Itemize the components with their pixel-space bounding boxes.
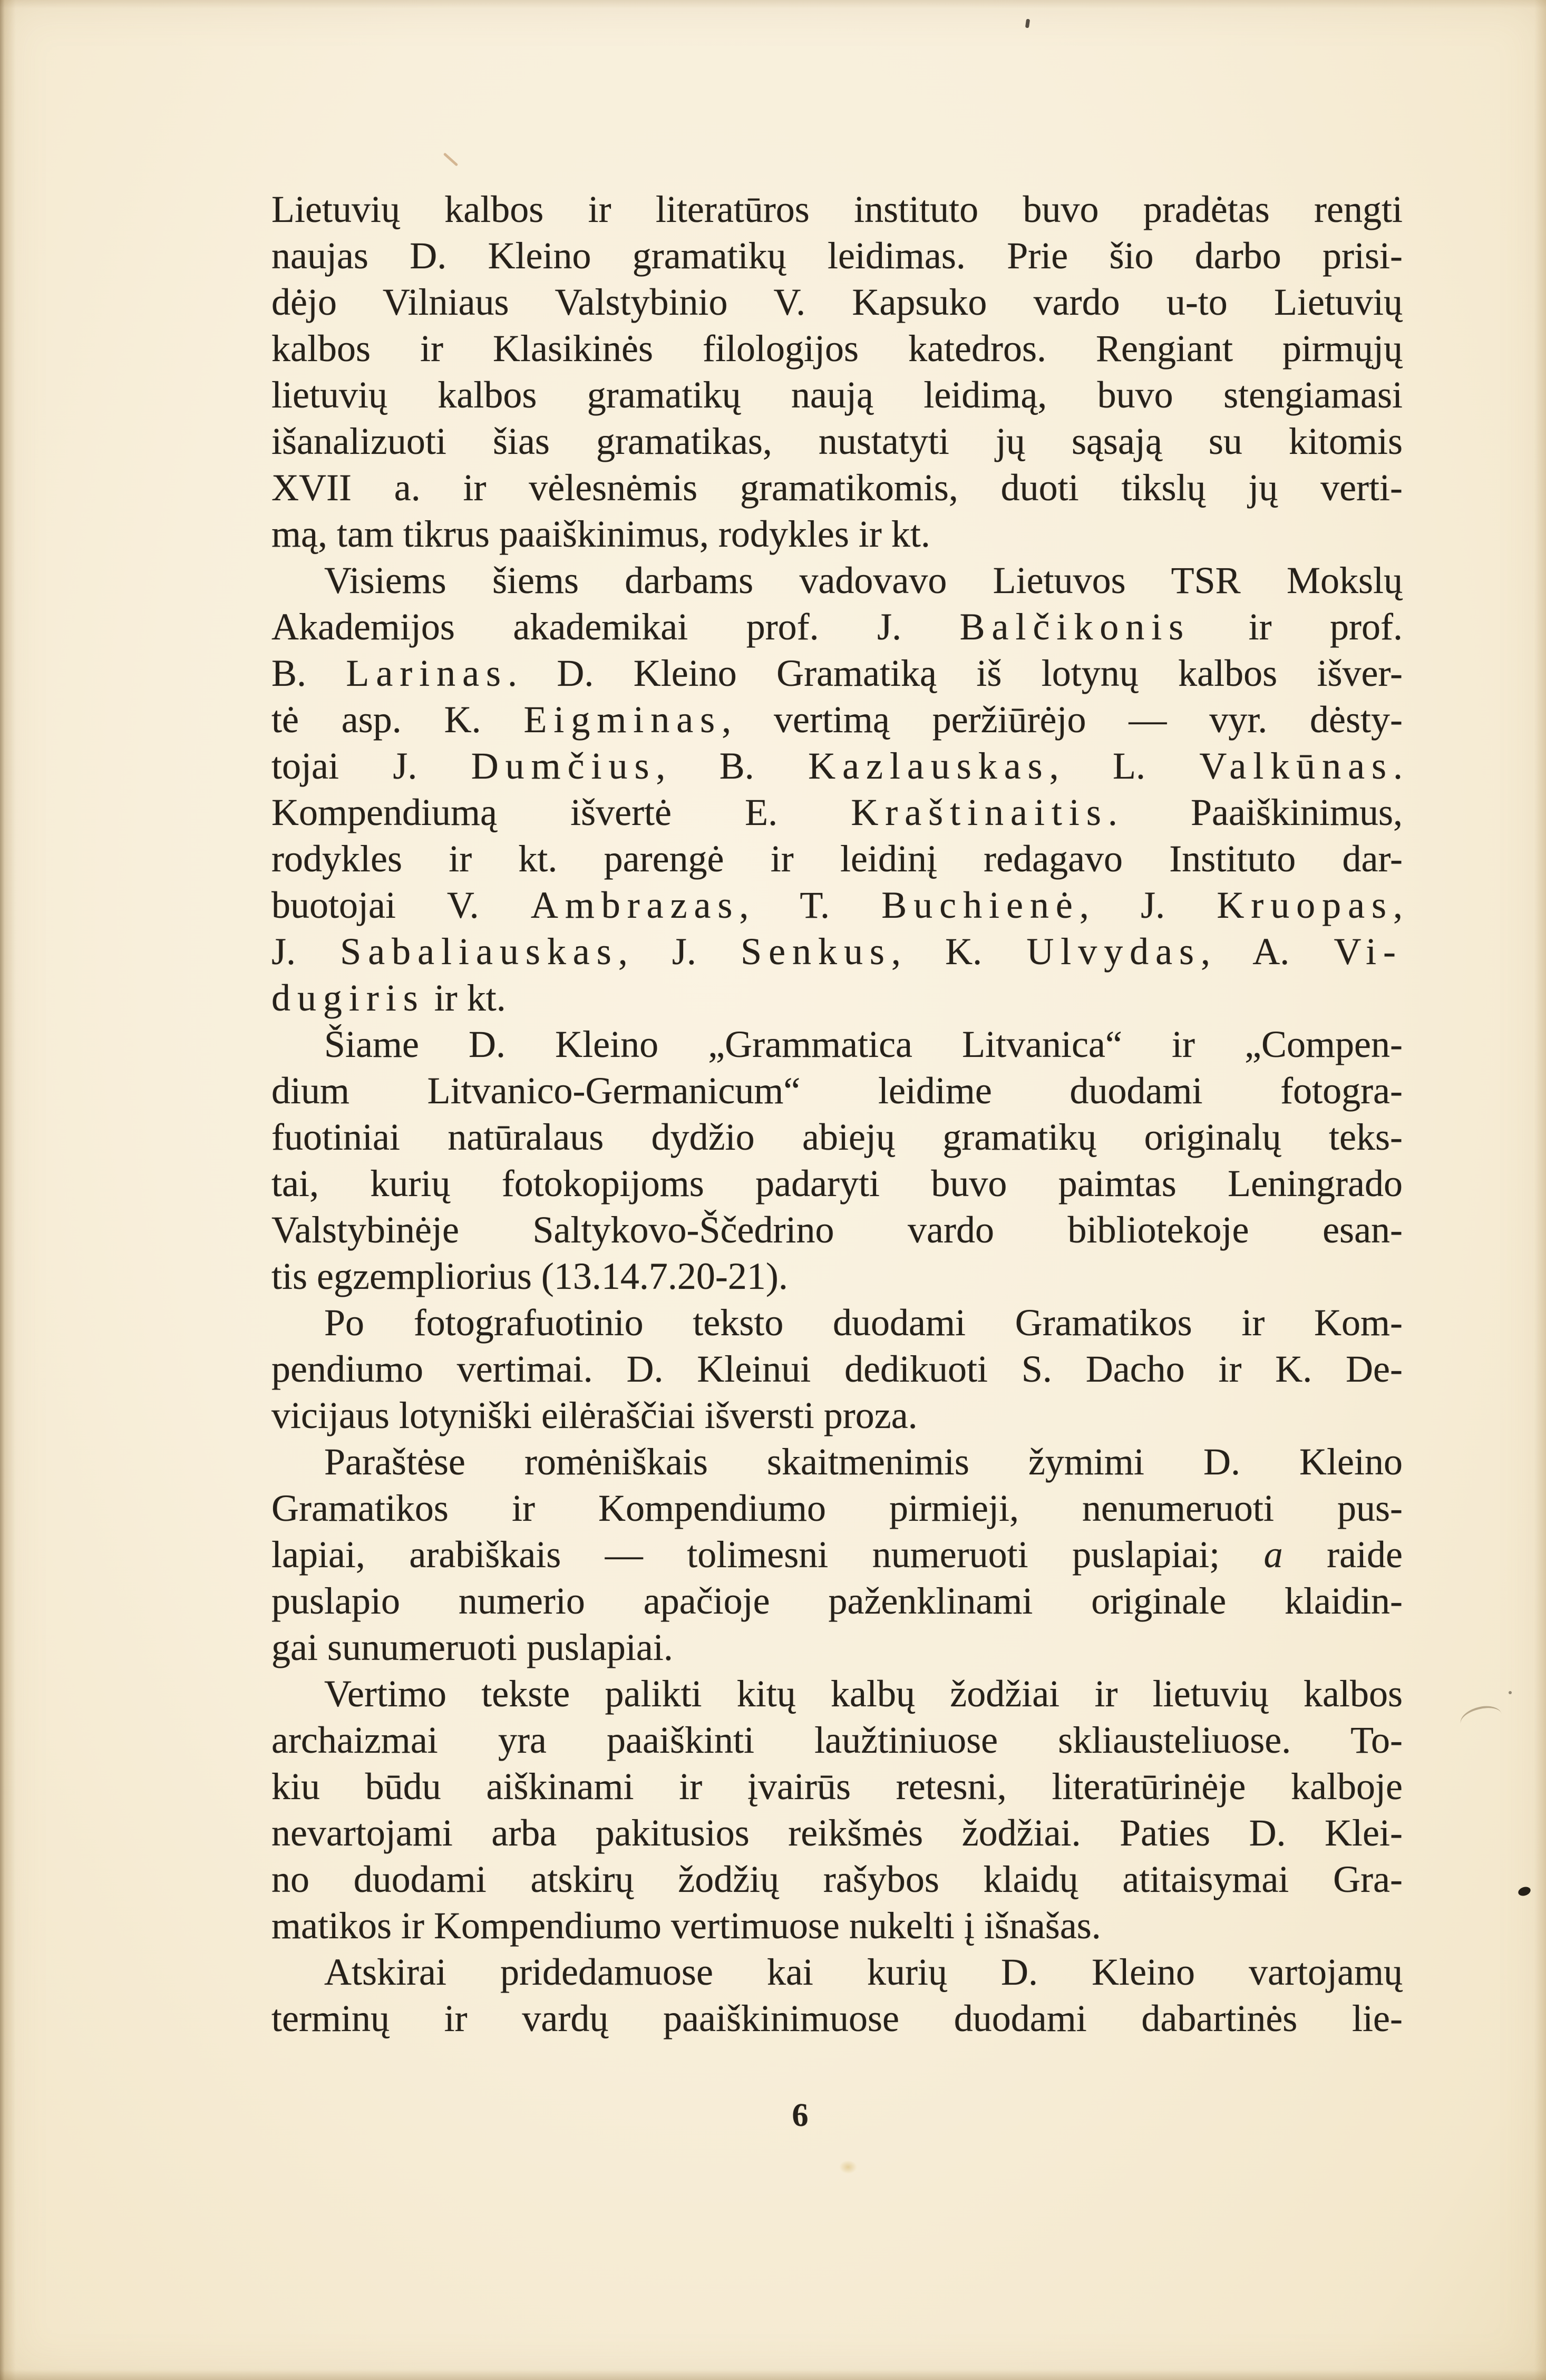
- text-line: XVII a. ir vėlesnėmis gramatikomis, duoti tikslų jų verti-: [271, 467, 1403, 509]
- text-line: matikos ir Kompendiumo vertimuose nukelti į išnašas.: [271, 1905, 1101, 1947]
- paper-fiber: [1458, 1702, 1505, 1736]
- ink-speck: [1517, 1886, 1532, 1898]
- text-line: tojai J. Dumčius, B. Kazlauskas, L. Valkūnas.: [271, 745, 1403, 787]
- text-line: buotojai V. Ambrazas, T. Buchienė, J. Kruopas,: [271, 884, 1403, 926]
- text-line: mą, tam tikrus paaiškinimus, rodykles ir kt.: [271, 513, 930, 555]
- text-line: archaizmai yra paaiškinti laužtiniuose skliausteliuose. To-: [271, 1719, 1403, 1761]
- text-line: Lietuvių kalbos ir literatūros instituto buvo pradėtas rengti: [271, 188, 1403, 230]
- text-line: Akademijos akademikai prof. J. Balčikonis ir prof.: [271, 606, 1403, 648]
- page-number: [271, 2097, 1403, 2134]
- text-line: dėjo Vilniaus Valstybinio V. Kapsuko vardo u-to Lietuvių: [271, 281, 1403, 323]
- page-number-value: 6: [792, 2097, 809, 2133]
- ink-speck: [1509, 1691, 1512, 1694]
- text-line: Visiems šiems darbams vadovavo Lietuvos TSR Mokslų: [324, 559, 1403, 601]
- text-line: kiu būdu aiškinami ir įvairūs retesni, literatūrinėje kalboje: [271, 1765, 1403, 1808]
- text-line: Vertimo tekste palikti kitų kalbų žodžiai ir lietuvių kalbos: [324, 1673, 1403, 1715]
- text-line: Gramatikos ir Kompendiumo pirmieji, nenumeruoti pus-: [271, 1487, 1403, 1529]
- ink-speck: [1025, 19, 1030, 28]
- text-line: lietuvių kalbos gramatikų naują leidimą, buvo stengiamasi: [271, 374, 1403, 416]
- text-line: J. Sabaliauskas, J. Senkus, K. Ulvydas, A. Vi-: [271, 930, 1403, 973]
- text-line: gai sunumeruoti puslapiai.: [271, 1626, 673, 1668]
- text-line: no duodami atskirų žodžių rašybos klaidų atitaisymai Gra-: [271, 1858, 1403, 1900]
- text-line: naujas D. Kleino gramatikų leidimas. Prie šio darbo prisi-: [271, 235, 1403, 277]
- text-block: [271, 186, 1403, 2042]
- text-line: B. Larinas. D. Kleino Gramatiką iš lotynų kalbos išver-: [271, 652, 1403, 694]
- text-line: Kompendiumą išvertė E. Kraštinaitis. Paaiškinimus,: [271, 791, 1403, 833]
- text-line: vicijaus lotyniški eilėraščiai išversti proza.: [271, 1394, 918, 1436]
- text-line: Po fotografuotinio teksto duodami Gramatikos ir Kom-: [324, 1301, 1403, 1344]
- text-line: puslapio numerio apačioje paženklinami originale klaidin-: [271, 1580, 1403, 1622]
- text-line: terminų ir vardų paaiškinimuose duodami dabartinės lie-: [271, 1997, 1403, 2039]
- text-line: rodykles ir kt. parengė ir leidinį redagavo Instituto dar-: [271, 838, 1403, 880]
- text-line: Šiame D. Kleino „Grammatica Litvanica“ ir „Compen-: [324, 1023, 1403, 1065]
- text-line: nevartojami arba pakitusios reikšmės žodžiai. Paties D. Klei-: [271, 1812, 1403, 1854]
- text-line: išanalizuoti šias gramatikas, nustatyti jų sąsają su kitomis: [271, 420, 1403, 462]
- text-line: tė asp. K. Eigminas, vertimą peržiūrėjo — vyr. dėsty-: [271, 698, 1403, 741]
- paper-stain: [839, 2160, 857, 2174]
- text-line: Paraštėse romėniškais skaitmenimis žymimi D. Kleino: [324, 1441, 1403, 1483]
- text-line: fuotiniai natūralaus dydžio abiejų gramatikų originalų teks-: [271, 1116, 1403, 1158]
- paper-fiber: [443, 152, 459, 166]
- text-line: tai, kurių fotokopijoms padaryti buvo paimtas Leningrado: [271, 1162, 1403, 1204]
- text-line: dium Litvanico-Germanicum“ leidime duodami fotogra-: [271, 1070, 1403, 1112]
- text-line: dugiris ir kt.: [271, 977, 506, 1019]
- text-line: Atskirai pridedamuose kai kurių D. Kleino vartojamų: [324, 1951, 1403, 1993]
- text-line: kalbos ir Klasikinės filologijos katedros. Rengiant pirmųjų: [271, 327, 1403, 370]
- text-line: lapiai, arabiškais — tolimesni numeruoti puslapiai; a raide: [271, 1533, 1403, 1576]
- text-line: tis egzempliorius (13.14.7.20-21).: [271, 1255, 788, 1297]
- text-line: Valstybinėje Saltykovo-Ščedrino vardo bibliotekoje esan-: [271, 1209, 1403, 1251]
- text-line: pendiumo vertimai. D. Kleinui dedikuoti S. Dacho ir K. De-: [271, 1348, 1403, 1390]
